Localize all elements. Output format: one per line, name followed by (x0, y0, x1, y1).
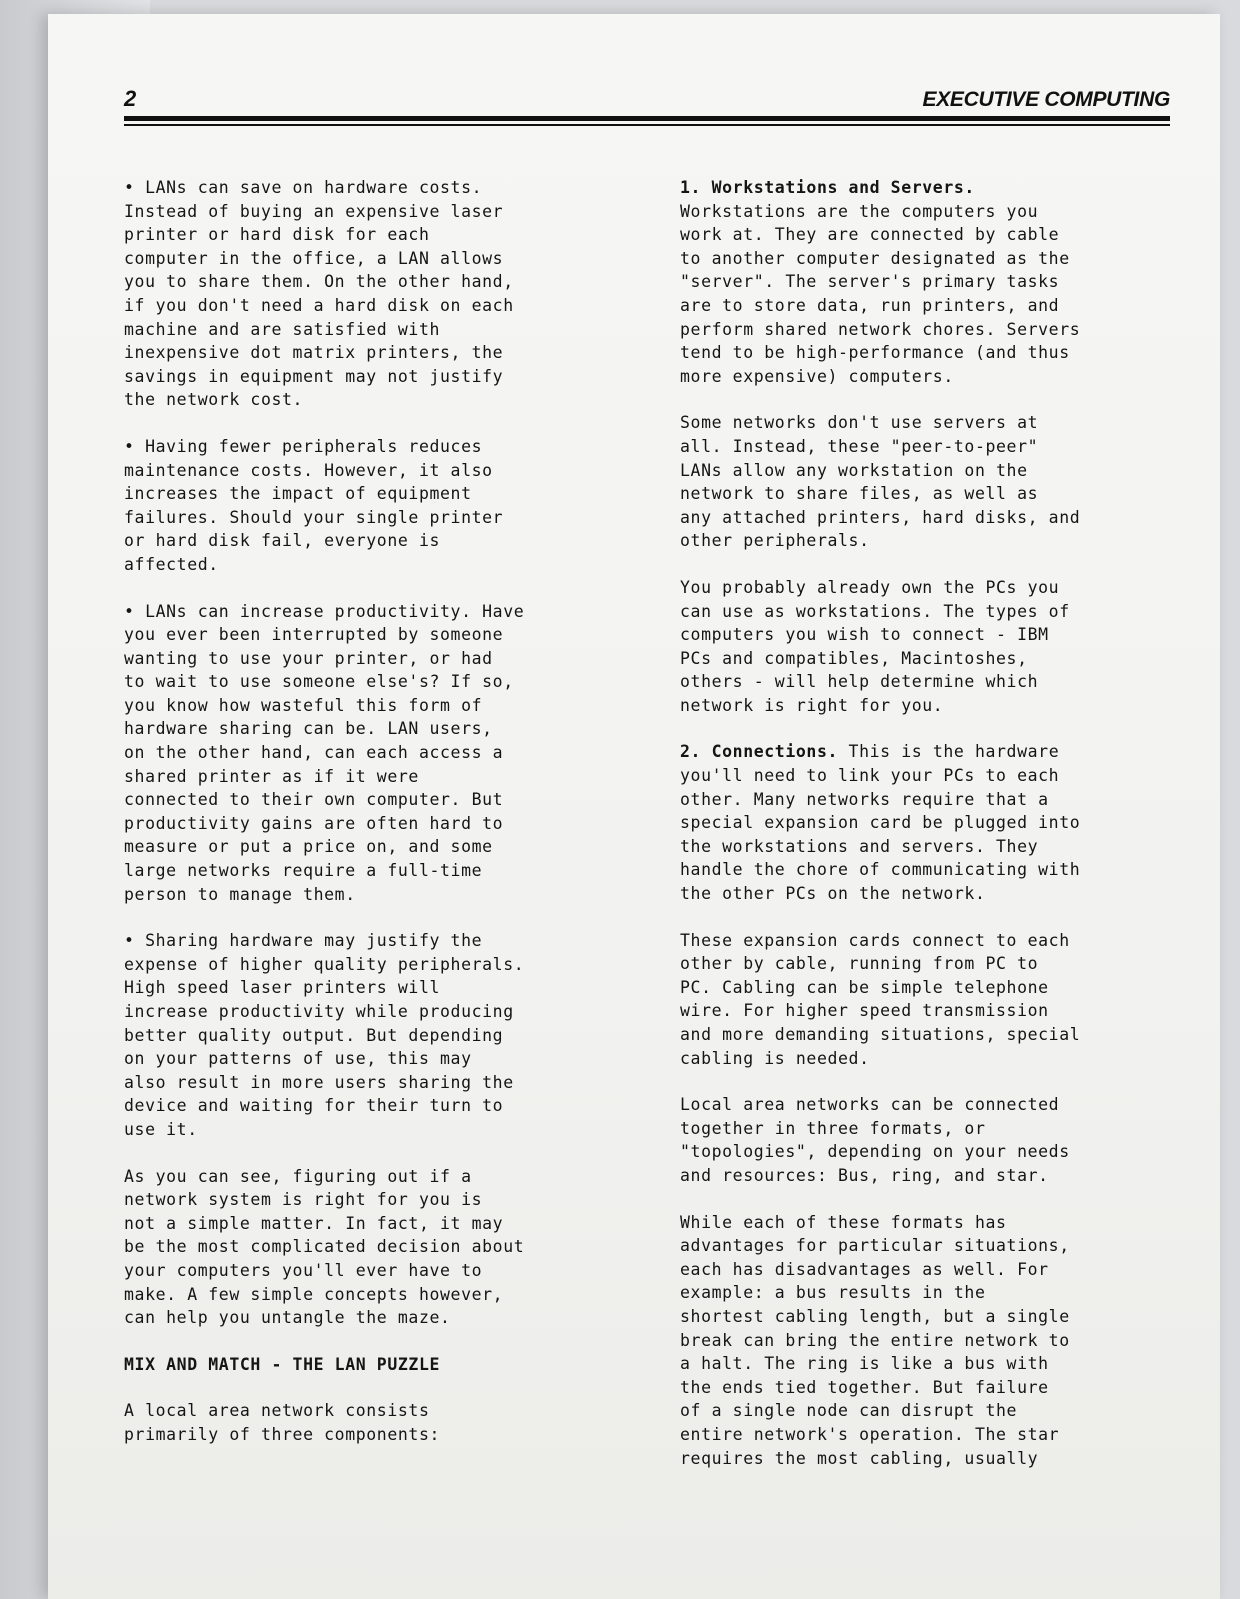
page-number: 2 (124, 86, 137, 111)
connections-lead: 2. Connections. (680, 742, 839, 762)
paragraph-productivity: • LANs can increase productivity. Have you ever been interrupted by someone wanting to use your printer, or had to wait to use someone else's? If so, you know how wasteful this form of hardware sharing can be. LAN users, on the other hand, can each access a shared printer as if it were connected to their own computer. But productivity gains are often hard to measure or put a price on, and some large networks require a full-time person to manage them. (124, 601, 525, 904)
paragraph-maintenance: • Having fewer peripherals reduces maintenance costs. However, it also increases the impact of equipment failures. Should your single printer or hard disk fail, everyone is affected. (124, 436, 504, 574)
paragraph-hardware-costs: • LANs can save on hardware costs. Instead of buying an expensive laser printer or hard disk for each computer in the office, a LAN allows you to share them. On the other hand, if you don't need a hard disk on each machine and are satisfied with inexpensive dot matrix printers, the savings in equipment may not justify the network cost. (124, 178, 514, 410)
header-rule-thin (124, 124, 1170, 126)
paragraph-components-intro: A local area network consists primarily of three components: (124, 1401, 441, 1444)
page-header (124, 84, 1170, 114)
left-column (124, 176, 624, 1470)
paragraph-decision: As you can see, figuring out if a network system is right for you is not a simple matter. In fact, it may be the most complicated decision about your computers you'll ever have to make. A few simple concepts however, can help you untangle the maze. (124, 1166, 525, 1328)
section-heading: MIX AND MATCH - THE LAN PUZZLE (124, 1354, 441, 1374)
paragraph-formats: While each of these formats has advantages for particular situations, each has disadvantages as well. For example: a bus results in the shortest cabling length, but a single break can bring the entire network to a halt. The ring is like a bus with the ends tied together. But failure of a single node can disrupt the entire network's operation. The star requires the most cabling, usually (680, 1212, 1070, 1468)
connections-body: This is the hardware you'll need to link your PCs to each other. Many networks require that a special expansion card be plugged into the workstations and servers. They handle the chore of communicating with the other PCs on the network. (680, 742, 1081, 904)
paragraph-topologies: Local area networks can be connected together in three formats, or "topologies", depending on your needs and resources: Bus, ring, and star. (680, 1095, 1070, 1185)
header-rule-thick (124, 116, 1170, 121)
right-column (680, 176, 1170, 1493)
publication-title: EXECUTIVE COMPUTING (922, 88, 1170, 111)
workstations-lead: 1. Workstations and Servers. (680, 178, 975, 197)
paragraph-workstations (680, 176, 1170, 388)
workstations-body: Workstations are the computers you work at. They are connected by cable to another computer designated as the "server". The server's primary tasks are to store data, run printers, and perform shared network chores. Servers tend to be high-performance (and thus more expensive) computers. (680, 201, 1081, 386)
paragraph-peer-to-peer: Some networks don't use servers at all. Instead, these "peer-to-peer" LANs allow any workstation on the network to share files, as well as any attached printers, hard disks, and other peripherals. (680, 413, 1081, 551)
paragraph-quality-peripherals: • Sharing hardware may justify the expense of higher quality peripherals. High speed laser printers will increase productivity while producing better quality output. But depending on your patterns of use, this may also result in more users sharing the device and waiting for their turn to use it. (124, 931, 525, 1139)
paragraph-expansion-cards: These expansion cards connect to each other by cable, running from PC to PC. Cabling can be simple telephone wire. For higher speed transmission and more demanding situations, special cabling is needed. (680, 930, 1081, 1068)
paragraph-existing-pcs: You probably already own the PCs you can use as workstations. The types of computers you wish to connect - IBM PCs and compatibles, Macintoshes, others - will help determine which network is right for you. (680, 577, 1070, 715)
paragraph-connections (680, 740, 1170, 905)
